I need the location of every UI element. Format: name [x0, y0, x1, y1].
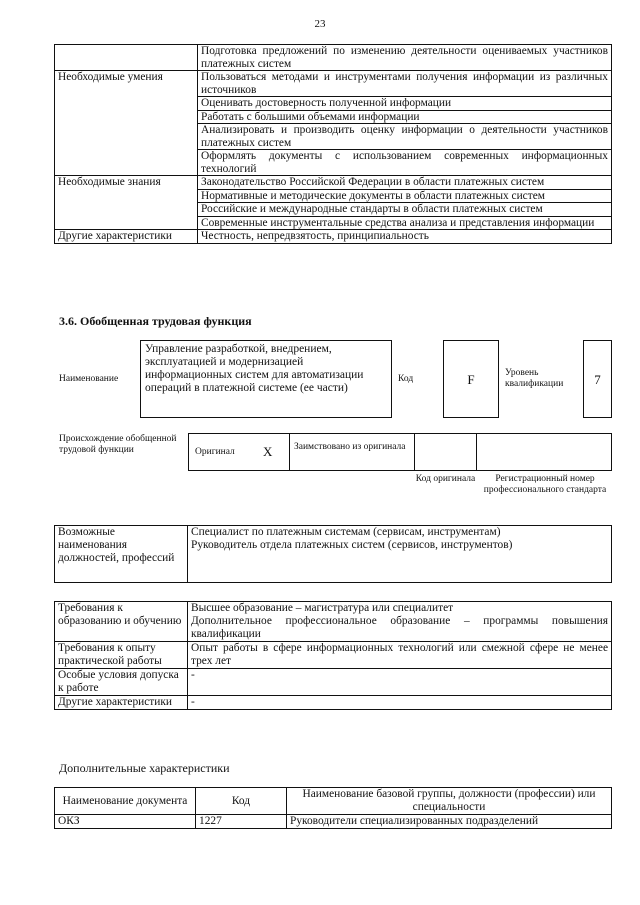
row-label: Другие характеристики: [55, 696, 188, 710]
function-name-box: Управление разработкой, внедрением, эксплуатацией и модернизацией информационных систем для автоматизации операций в платежной системе (ее части): [140, 340, 392, 418]
table-row: [55, 815, 612, 829]
table-row: [55, 602, 612, 642]
table-row: [55, 176, 612, 190]
position-item: Руководитель отдела платежных систем (сервисов, инструментов): [191, 539, 513, 551]
positions-table: [54, 525, 612, 583]
table-row: [55, 696, 612, 710]
original-label: Оригинал: [195, 447, 235, 457]
code-value-box: F: [443, 340, 499, 418]
column-header: Код: [196, 788, 287, 815]
requirements-table: [54, 601, 612, 710]
skills-table: [54, 44, 612, 244]
knowledge-item: Нормативные и методические документы в области платежных систем: [198, 189, 612, 203]
column-header: Наименование документа: [55, 788, 196, 815]
row-label: Особые условия допуска к работе: [55, 669, 188, 696]
skill-item: Пользоваться методами и инструментами получения информации из различных источников: [198, 71, 612, 97]
row-label: Возможные наименования должностей, профессий: [55, 526, 188, 583]
table-row: [55, 669, 612, 696]
level-value-box: 7: [583, 340, 612, 418]
table-row: [55, 230, 612, 244]
row-label: Требования к опыту практической работы: [55, 642, 188, 669]
requirement-item: Высшее образование – магистратура или специалитет: [191, 602, 454, 614]
reg-number-cell: [476, 433, 612, 471]
skill-item: Работать с большими объемами информации: [198, 110, 612, 124]
position-item: Специалист по платежным системам (сервисам, инструментам): [191, 526, 501, 538]
name-label: Наименование: [59, 374, 119, 384]
original-cell: [188, 433, 290, 471]
row-label: Другие характеристики: [55, 230, 198, 244]
borrowed-cell: Заимствовано из оригинала: [289, 433, 415, 471]
table-header-row: [55, 788, 612, 815]
skill-item: Подготовка предложений по изменению деятельности оцениваемых участников платежных систем: [198, 45, 612, 71]
level-label: Уровень квалификации: [505, 368, 564, 389]
group-name-cell: Руководители специализированных подразделений: [287, 815, 612, 829]
requirement-cell: [188, 602, 612, 642]
doc-cell: ОКЗ: [55, 815, 196, 829]
requirement-item: Опыт работы в сфере информационных технологий или смежной сфере не менее трех лет: [188, 642, 612, 669]
section-title: 3.6. Обобщенная трудовая функция: [59, 314, 252, 328]
requirement-item: Дополнительное профессиональное образование – программы повышения квалификации: [191, 615, 608, 640]
positions-cell: [188, 526, 612, 583]
row-label: Требования к образованию и обучению: [55, 602, 188, 642]
skill-item: Анализировать и производить оценку информации о деятельности участников платежных систем: [198, 124, 612, 150]
reg-number-caption: Регистрационный номер профессионального стандарта: [483, 474, 607, 495]
extra-table: [54, 787, 612, 829]
code-cell: 1227: [196, 815, 287, 829]
original-mark: X: [263, 444, 273, 459]
other-item: Честность, непредвзятость, принципиальность: [198, 230, 612, 244]
table-row: [55, 642, 612, 669]
column-header: Наименование базовой группы, должности (профессии) или специальности: [287, 788, 612, 815]
code-label: Код: [398, 374, 414, 384]
row-label: [55, 45, 198, 71]
knowledge-item: Российские и международные стандарты в области платежных систем: [198, 203, 612, 217]
origin-label: Происхождение обобщенной трудовой функции: [59, 434, 177, 455]
knowledge-item: Законодательство Российской Федерации в области платежных систем: [198, 176, 612, 190]
page-number: 23: [314, 18, 326, 30]
row-label: Необходимые знания: [55, 176, 198, 230]
extra-title: Дополнительные характеристики: [59, 761, 230, 775]
skill-item: Оценивать достоверность полученной информации: [198, 97, 612, 111]
code-original-cell: [414, 433, 477, 471]
knowledge-item: Современные инструментальные средства анализа и представления информации: [198, 216, 612, 230]
skill-item: Оформлять документы с использованием современных информационных технологий: [198, 150, 612, 176]
row-label: Необходимые умения: [55, 71, 198, 176]
requirement-item: -: [188, 696, 612, 710]
table-row: [55, 45, 612, 71]
table-row: [55, 71, 612, 97]
code-original-caption: Код оригинала: [415, 474, 476, 484]
table-row: [55, 526, 612, 583]
requirement-item: -: [188, 669, 612, 696]
